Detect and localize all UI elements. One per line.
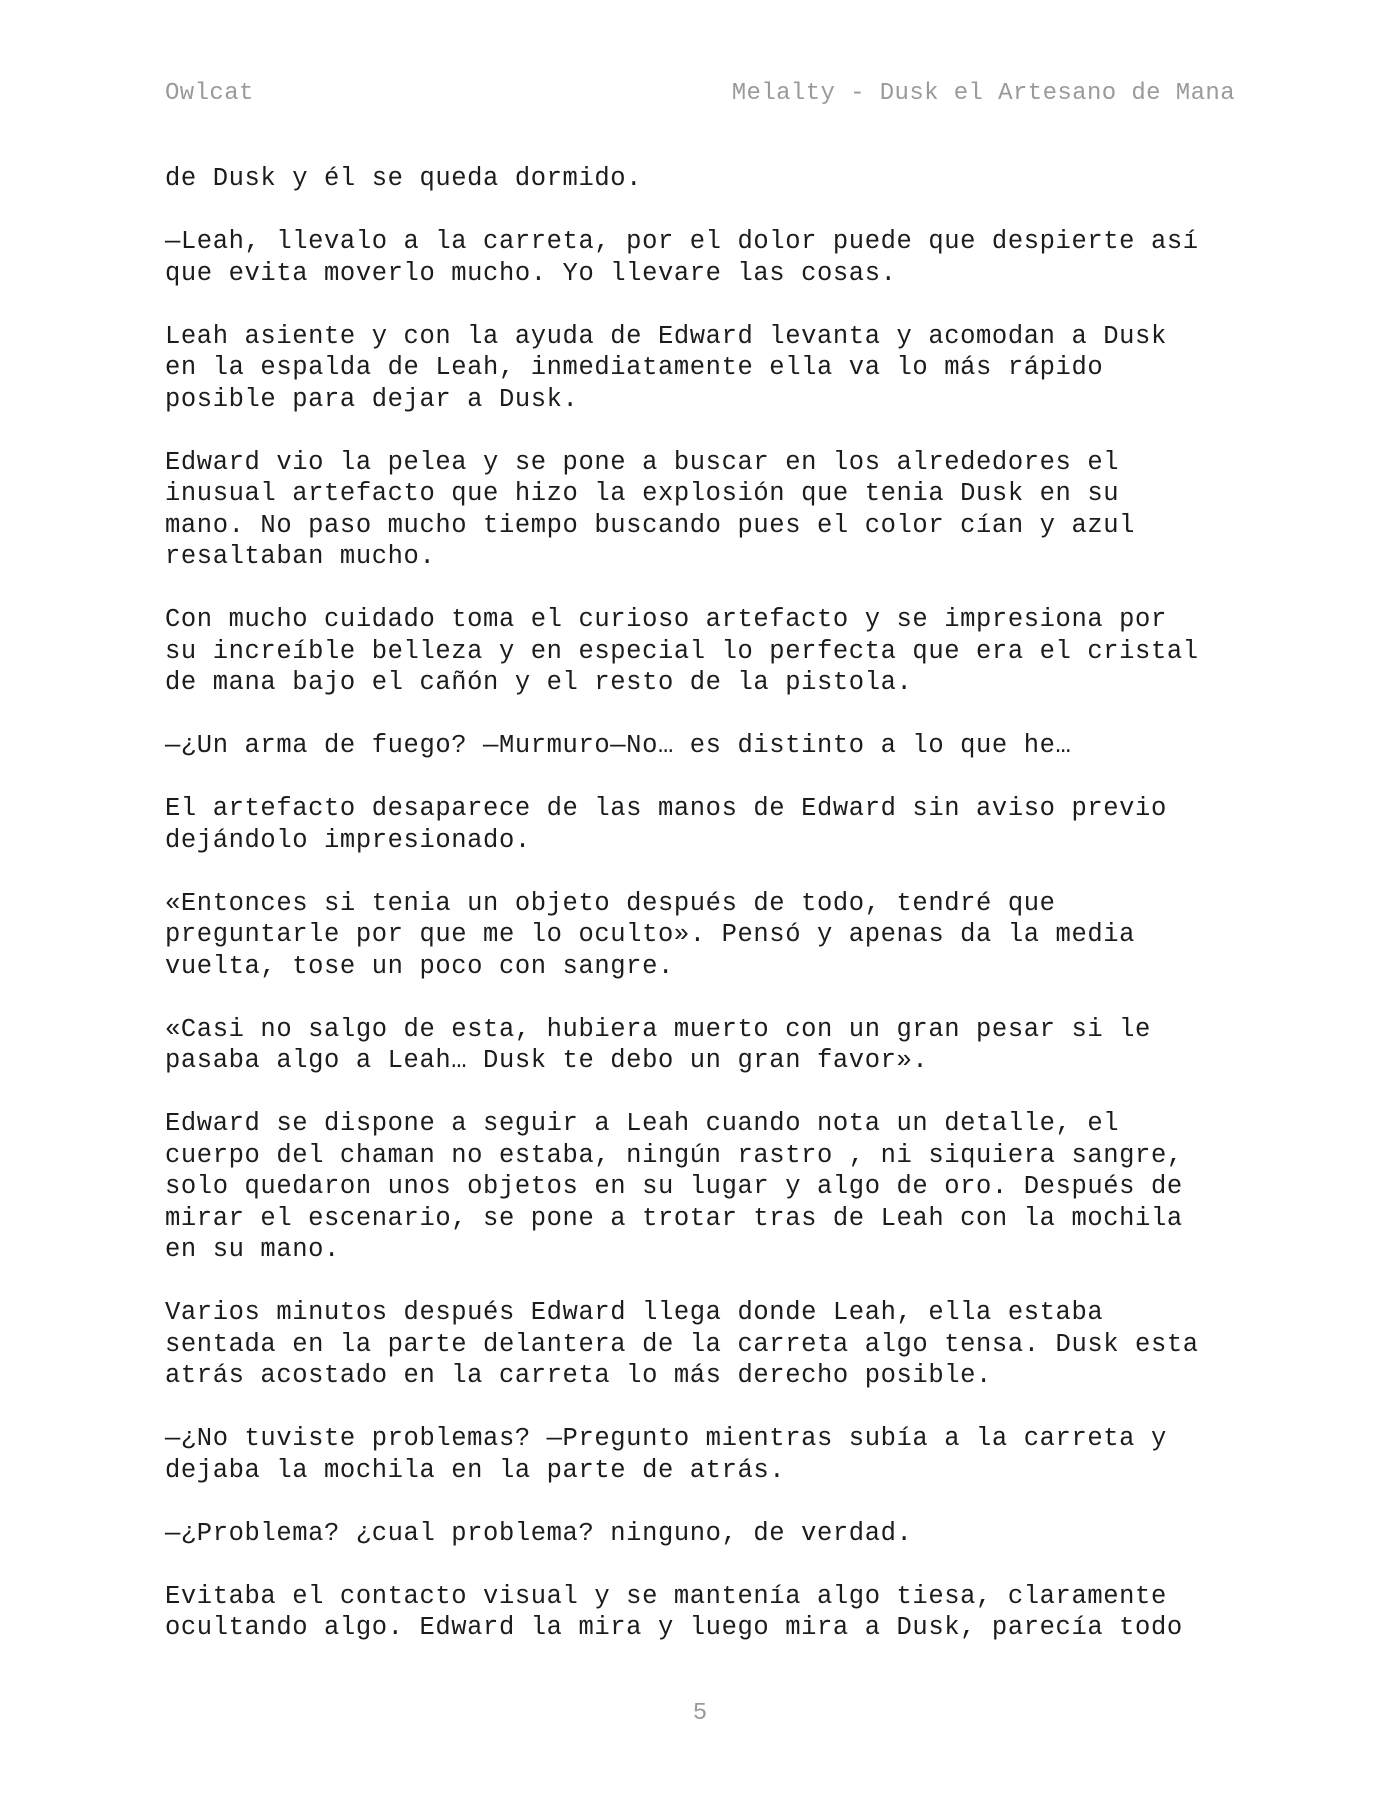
paragraph: Evitaba el contacto visual y se mantenía algo tiesa, claramente ocultando algo. Edward la mira y luego mira a Dusk, parecía todo: [165, 1581, 1183, 1642]
page-number: 5: [692, 1700, 708, 1727]
paragraph: —¿Un arma de fuego? —Murmuro—No… es distinto a lo que he…: [165, 731, 1072, 760]
header-author: Owlcat: [165, 80, 254, 107]
header-title: Melalty - Dusk el Artesano de Mana: [731, 80, 1235, 107]
paragraph: Leah asiente y con la ayuda de Edward levanta y acomodan a Dusk en la espalda de Leah, inmediatamente ella va lo más rápido posible para dejar a Dusk.: [165, 321, 1167, 414]
paragraph: Varios minutos después Edward llega donde Leah, ella estaba sentada en la parte delantera de la carreta algo tensa. Dusk esta atrás acostado en la carreta lo más derecho posible.: [165, 1298, 1199, 1390]
paragraph: Edward se dispone a seguir a Leah cuando nota un detalle, el cuerpo del chaman no estaba, ningún rastro , ni siquiera sangre, solo quedaron unos objetos en su lugar y algo de oro. Después de mirar el escenario, se pone a trotar tras de Leah con la mochila en su mano.: [165, 1109, 1183, 1264]
paragraph: «Casi no salgo de esta, hubiera muerto con un gran pesar si le pasaba algo a Leah… Dusk te debo un gran favor».: [165, 1014, 1151, 1075]
paragraph: —Leah, llevalo a la carreta, por el dolor puede que despierte así que evita moverlo mucho. Yo llevare las cosas.: [165, 227, 1199, 288]
document-body: [165, 163, 1250, 1675]
paragraph: —¿No tuviste problemas? —Pregunto mientras subía a la carreta y dejaba la mochila en la parte de atrás.: [165, 1424, 1167, 1485]
paragraph: «Entonces si tenia un objeto después de todo, tendré que preguntarle por que me lo oculto». Pensó y apenas da la media vuelta, tose un poco con sangre.: [165, 888, 1136, 981]
paragraph: Edward vio la pelea y se pone a buscar en los alrededores el inusual artefacto que hizo la explosión que tenia Dusk en su mano. No paso mucho tiempo buscando pues el color cían y azul resaltaban mucho.: [165, 447, 1136, 571]
paragraph: —¿Problema? ¿cual problema? ninguno, de verdad.: [165, 1518, 913, 1548]
paragraph: Con mucho cuidado toma el curioso artefacto y se impresiona por su increíble belleza y en especial lo perfecta que era el cristal de mana bajo el cañón y el resto de la pistola.: [165, 605, 1199, 697]
paragraph: de Dusk y él se queda dormido.: [165, 164, 643, 193]
paragraph: El artefacto desaparece de las manos de Edward sin aviso previo dejándolo impresionado.: [165, 794, 1167, 855]
page-header: [165, 80, 1235, 107]
